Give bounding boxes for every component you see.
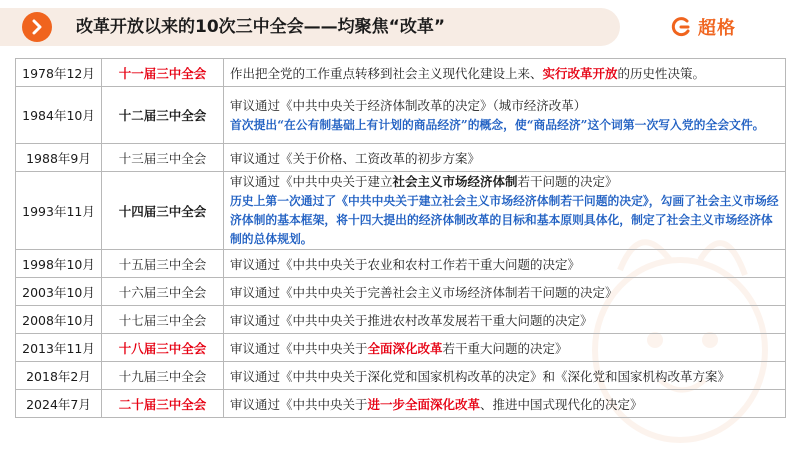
session-cell: 十四届三中全会 <box>102 172 224 250</box>
content-text: 审议通过《中共中央关于完善社会主义市场经济体制若干问题的决定》 <box>224 278 786 306</box>
content-text: 若干问题的决定》 <box>517 174 618 189</box>
session-cell: 十七届三中全会 <box>102 306 224 334</box>
date-cell: 2024年7月 <box>16 390 102 418</box>
content-text: 审议通过《中共中央关于深化党和国家机构改革的决定》和《深化党和国家机构改革方案》 <box>224 362 786 390</box>
content-cell <box>224 172 786 250</box>
date-cell: 1998年10月 <box>16 250 102 278</box>
table-row <box>16 59 786 87</box>
table-row <box>16 250 786 278</box>
session-cell: 十八届三中全会 <box>102 334 224 362</box>
chevron-right-icon <box>22 12 52 42</box>
session-cell: 二十届三中全会 <box>102 390 224 418</box>
content-cell <box>224 334 786 362</box>
session-cell: 十三届三中全会 <box>102 144 224 172</box>
table-row <box>16 144 786 172</box>
date-cell: 2018年2月 <box>16 362 102 390</box>
header <box>0 0 800 52</box>
content-text: 审议通过《中共中央关于推进农村改革发展若干重大问题的决定》 <box>224 306 786 334</box>
content-text: 审议通过《中共中央关于 <box>230 340 368 356</box>
table-row <box>16 87 786 144</box>
highlight-text: 实行改革开放 <box>542 65 618 81</box>
date-cell: 1978年12月 <box>16 59 102 87</box>
logo <box>670 14 736 40</box>
content-text: 审议通过《中共中央关于 <box>230 396 368 412</box>
table-row <box>16 306 786 334</box>
table-row <box>16 390 786 418</box>
content-cell <box>224 59 786 87</box>
session-cell: 十六届三中全会 <box>102 278 224 306</box>
table-row <box>16 172 786 250</box>
table-row <box>16 334 786 362</box>
note-text: 历史上第一次通过了《中共中央关于建立社会主义市场经济体制若干问题的决定》，勾画了社会主义市场经济体制的基本框架，将十四大提出的经济体制改革的目标和基本原则具体化，制定了社会主义市场经济体制的总体规划。 <box>230 194 779 246</box>
date-cell: 2008年10月 <box>16 306 102 334</box>
content-text: 审议通过《关于价格、工资改革的初步方案》 <box>224 144 786 172</box>
content-text: 若干重大问题的决定》 <box>442 340 568 356</box>
content-cell <box>224 87 786 144</box>
logo-text: 超格 <box>698 18 736 39</box>
content-cell <box>224 390 786 418</box>
date-cell: 2013年11月 <box>16 334 102 362</box>
plenum-table <box>15 58 785 418</box>
session-cell: 十五届三中全会 <box>102 250 224 278</box>
date-cell: 1988年9月 <box>16 144 102 172</box>
content-text: 审议通过《中共中央关于建立 <box>230 174 393 189</box>
note-text: 首次提出“在公有制基础上有计划的商品经济”的概念，使“商品经济”这个词第一次写入党的全会文件。 <box>230 117 765 132</box>
table-row <box>16 362 786 390</box>
session-cell: 十一届三中全会 <box>102 59 224 87</box>
session-cell: 十二届三中全会 <box>102 87 224 144</box>
content-text: 审议通过《中共中央关于经济体制改革的决定》（城市经济改革） <box>230 97 587 113</box>
highlight-text: 社会主义市场经济体制 <box>392 174 518 189</box>
date-cell: 2003年10月 <box>16 278 102 306</box>
date-cell: 1993年11月 <box>16 172 102 250</box>
content-text: 审议通过《中共中央关于农业和农村工作若干重大问题的决定》 <box>224 250 786 278</box>
date-cell: 1984年10月 <box>16 87 102 144</box>
highlight-text: 进一步全面深化改革 <box>367 396 481 412</box>
content-text: 的历史性决策。 <box>617 65 706 81</box>
content-text: 、推进中国式现代化的决定》 <box>480 396 643 412</box>
content-text: 作出把全党的工作重点转移到社会主义现代化建设上来、 <box>230 65 543 81</box>
session-cell: 十九届三中全会 <box>102 362 224 390</box>
logo-icon <box>670 16 692 38</box>
table-row <box>16 278 786 306</box>
page-title: 改革开放以来的10次三中全会——均聚焦“改革” <box>76 17 446 37</box>
highlight-text: 全面深化改革 <box>367 340 443 356</box>
